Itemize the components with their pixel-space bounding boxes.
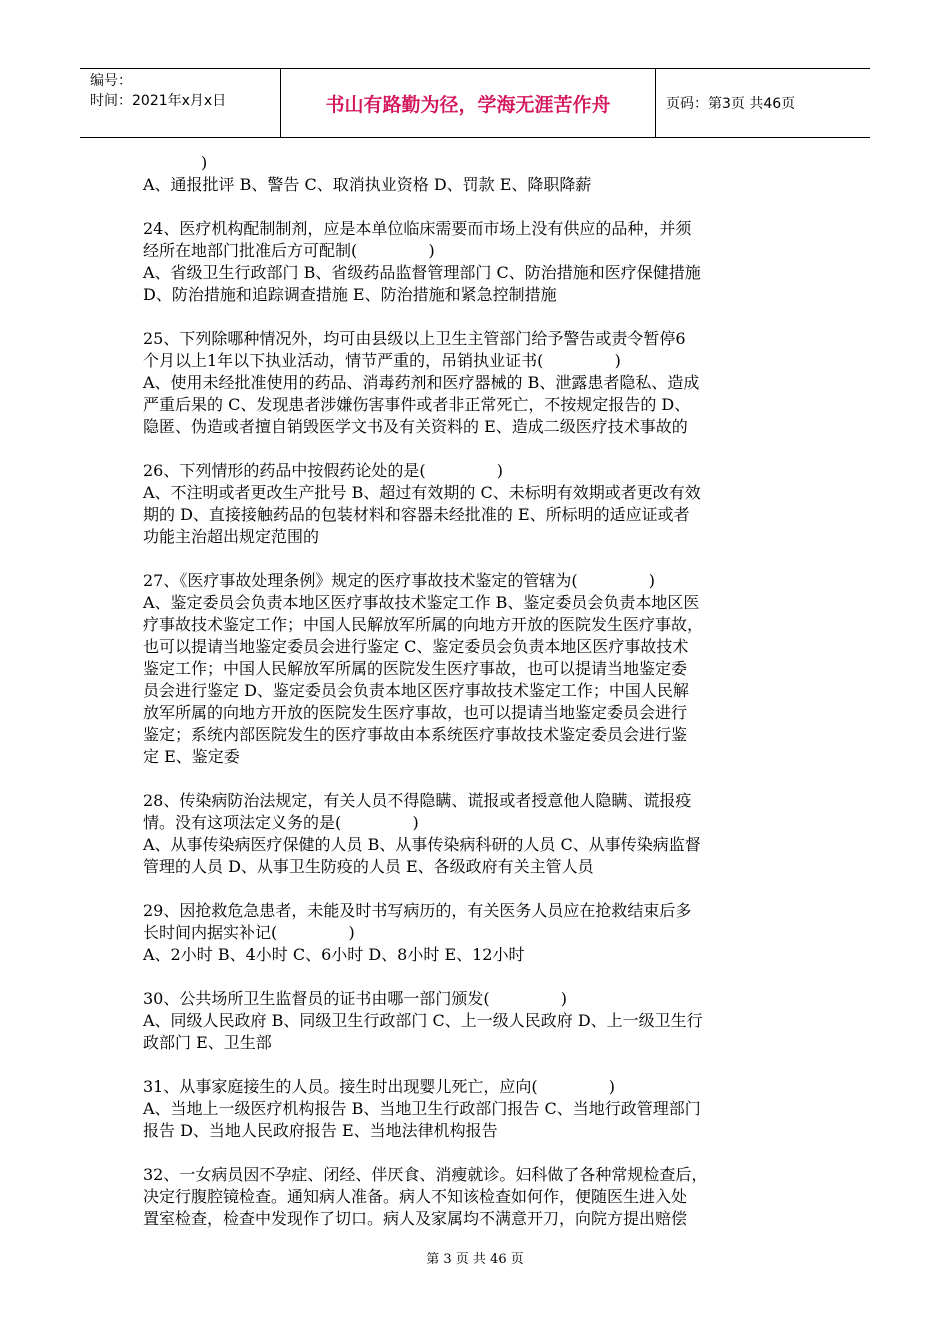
question-line: 也可以提请当地鉴定委员会进行鉴定 C、鉴定委员会负责本地区医疗事故技术 — [143, 637, 689, 656]
question-line: 情。没有这项法定义务的是( ) — [143, 813, 419, 832]
question-line: 放军所属的向地方开放的医院发生医疗事故，也可以提请当地鉴定委员会进行 — [143, 703, 688, 722]
number-label: 编号： — [90, 73, 132, 89]
question-23-options: A、通报批评 B、警告 C、取消执业资格 D、罚款 E、降职降薪 — [143, 175, 592, 194]
question-stem-line: 27、《医疗事故处理条例》规定的医疗事故技术鉴定的管辖为( ) — [143, 571, 656, 590]
question-line: 期的 D、直接接触药品的包装材料和容器未经批准的 E、所标明的适应证或者 — [143, 505, 690, 524]
question-line: 员会进行鉴定 D、鉴定委员会负责本地区医疗事故技术鉴定工作；中国人民解 — [143, 681, 689, 700]
question-line: A、省级卫生行政部门 B、省级药品监督管理部门 C、防治措施和医疗保健措施 — [143, 263, 701, 282]
question-block — [143, 460, 813, 548]
question-line: A、2小时 B、4小时 C、6小时 D、8小时 E、12小时 — [143, 945, 525, 964]
question-line: D、防治措施和追踪调查措施 E、防治措施和紧急控制措施 — [143, 285, 557, 304]
question-line: 政部门 E、卫生部 — [143, 1033, 272, 1052]
motto: 书山有路勤为径，学海无涯苦作舟 — [280, 69, 656, 137]
question-line: 鉴定工作；中国人民解放军所属的医院发生医疗事故，也可以提请当地鉴定委 — [143, 659, 688, 678]
question-block — [143, 900, 813, 966]
question-23-bracket: ) — [201, 153, 208, 172]
question-line: A、使用未经批准使用的药品、消毒药剂和医疗器械的 B、泄露患者隐私、造成 — [143, 373, 700, 392]
question-line: 经所在地部门批准后方可配制( ) — [143, 241, 435, 260]
question-line: 隐匿、伪造或者擅自销毁医学文书及有关资料的 E、造成二级医疗技术事故的 — [143, 417, 688, 436]
question-line: A、当地上一级医疗机构报告 B、当地卫生行政部门报告 C、当地行政管理部门 — [143, 1099, 701, 1118]
question-stem-line: 31、从事家庭接生的人员。接生时出现婴儿死亡，应向( ) — [143, 1077, 616, 1096]
question-block — [143, 988, 813, 1054]
question-block — [143, 328, 813, 438]
question-line: 报告 D、当地人民政府报告 E、当地法律机构报告 — [143, 1121, 498, 1140]
page-info: 页码：第3页 共46页 — [666, 96, 796, 112]
question-block — [143, 1164, 813, 1230]
time-line: 时间：2021年x月x日 — [90, 93, 227, 109]
question-block — [143, 790, 813, 878]
question-line: 置室检查，检查中发现作了切口。病人及家属均不满意开刀，向院方提出赔偿 — [143, 1209, 688, 1228]
question-block — [143, 570, 813, 768]
page-header — [80, 68, 870, 138]
question-line: 严重后果的 C、发现患者涉嫌伤害事件或者非正常死亡，不按规定报告的 D、 — [143, 395, 691, 414]
question-stem-line: 24、医疗机构配制制剂，应是本单位临床需要而市场上没有供应的品种，并须 — [143, 219, 692, 238]
question-line: 长时间内据实补记( ) — [143, 923, 355, 942]
question-stem-line: 29、因抢救危急患者，未能及时书写病历的，有关医务人员应在抢救结束后多 — [143, 901, 692, 920]
question-line: 定 E、鉴定委 — [143, 747, 240, 766]
header-meta — [80, 69, 280, 137]
question-list — [143, 218, 813, 1230]
document-body — [143, 152, 813, 1252]
page-footer: 第 3 页 共 46 页 — [426, 1252, 524, 1267]
question-line: 决定行腹腔镜检查。通知病人准备。病人不知该检查如何作，便随医生进入处 — [143, 1187, 688, 1206]
question-line: 功能主治超出规定范围的 — [143, 527, 320, 546]
question-line: A、同级人民政府 B、同级卫生行政部门 C、上一级人民政府 D、上一级卫生行 — [143, 1011, 703, 1030]
question-block — [143, 1076, 813, 1142]
question-line: 管理的人员 D、从事卫生防疫的人员 E、各级政府有关主管人员 — [143, 857, 594, 876]
question-line: 个月以上1年以下执业活动，情节严重的，吊销执业证书( ) — [143, 351, 621, 370]
question-line: A、不注明或者更改生产批号 B、超过有效期的 C、未标明有效期或者更改有效 — [143, 483, 701, 502]
question-line: 鉴定；系统内部医院发生的医疗事故由本系统医疗事故技术鉴定委员会进行鉴 — [143, 725, 688, 744]
question-line: A、鉴定委员会负责本地区医疗事故技术鉴定工作 B、鉴定委员会负责本地区医 — [143, 593, 700, 612]
question-23-tail — [143, 152, 813, 196]
question-stem-line: 28、传染病防治法规定，有关人员不得隐瞒、谎报或者授意他人隐瞒、谎报疫 — [143, 791, 692, 810]
question-stem-line: 30、公共场所卫生监督员的证书由哪一部门颁发( ) — [143, 989, 568, 1008]
question-line: 疗事故技术鉴定工作；中国人民解放军所属的向地方开放的医院发生医疗事故， — [143, 615, 704, 634]
question-line: A、从事传染病医疗保健的人员 B、从事传染病科研的人员 C、从事传染病监督 — [143, 835, 701, 854]
question-stem-line: 26、下列情形的药品中按假药论处的是( ) — [143, 461, 504, 480]
question-stem-line: 25、下列除哪种情况外，均可由县级以上卫生主管部门给予警告或责令暂停6 — [143, 329, 686, 348]
question-stem-line: 32、一女病员因不孕症、闭经、伴厌食、消瘦就诊。妇科做了各种常规检查后， — [143, 1165, 708, 1184]
question-block — [143, 218, 813, 306]
